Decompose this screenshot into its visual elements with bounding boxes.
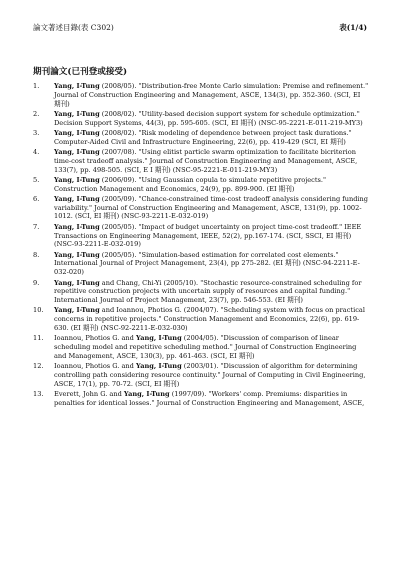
publication-highlighted-author: Yang, I-Tung: [136, 334, 182, 343]
publication-number: 3.: [33, 128, 40, 137]
page-indicator: 表(1/4): [339, 23, 367, 32]
publication-item: [33, 251, 369, 277]
publication-item: [33, 129, 369, 147]
publication-citation: (2003/01). "Discussion of algorithm for determining controlling path considering resource continuity." Journal of Computing in Civil Engineering, ASCE, 17(1), pp. 70-72. (SCI, EI 期刊): [54, 362, 366, 388]
publication-highlighted-author: Yang, I-Tung: [54, 148, 100, 157]
publication-number: 10.: [33, 306, 44, 315]
publication-item: [33, 176, 369, 194]
publication-citation: (2006/09). "Using Gaussian copula to simulate repetitive projects." Construction Management and Economics, 24(9), pp. 899-900. (EI 期刊): [54, 175, 326, 193]
publication-leading-authors: Ioannou, Photios G. and: [54, 334, 136, 343]
publication-item: [33, 334, 369, 360]
publication-item: [33, 110, 369, 128]
publication-highlighted-author: Yang, I-Tung: [54, 82, 100, 90]
publication-highlighted-author: Yang, I-Tung: [54, 222, 100, 231]
publication-citation: and Chang, Chi-Yi (2005/10). "Stochastic resource-constrained scheduling for repetitive construction projects with uncertain supply of resources and capital funding." International Journal of Project Management, 23(7), pp. 546-553. (EI 期刊): [54, 278, 362, 304]
publication-highlighted-author: Yang, I-Tung: [54, 278, 100, 287]
publication-highlighted-author: Yang, I-Tung: [136, 362, 182, 371]
publication-citation: (2007/08). "Using elitist particle swarm optimization to facilitate bicriterion time-cost tradeoff analysis." Journal of Construction Engineering and Management, ASCE, 133(7), pp. 498-505. (SCI, E I 期刊) (NSC-95-2221-E-011-219-MY3): [54, 148, 358, 174]
publication-citation: (2005/09). "Chance-constrained time-cost tradeoff analysis considering funding variability." Journal of Construction Engineering and Management, ASCE, 131(9), pp. 1002-1012. (SCI, EI 期刊) (NSC-93-2211-E-032-019): [54, 194, 368, 221]
publication-citation: (2004/05). "Discussion of comparison of linear scheduling model and repetitive scheduling method." Journal of Construction Engineering and Management, ASCE, 130(3), pp. 461-463. (SCI, EI 期刊): [54, 334, 357, 360]
publication-number: 13.: [33, 389, 44, 398]
publication-item: [33, 362, 369, 388]
publication-number: 11.: [33, 334, 44, 343]
publication-item: [33, 223, 369, 249]
publication-item: [33, 279, 369, 305]
publication-highlighted-author: Yang, I-Tung: [54, 128, 100, 137]
publication-citation: (2008/02). "Risk modeling of dependence between project task durations." Computer-Aided Civil and Infrastructure Engineering, 22(6), pp. 419-429 (SCI, EI 期刊): [54, 128, 352, 146]
publication-highlighted-author: Yang, I-Tung: [54, 306, 100, 315]
publication-number: 6.: [33, 194, 40, 203]
publication-citation: (2008/02). "Utility-based decision support system for schedule optimization." Decision Support Systems, 44(3), pp. 595-605. (SCI, EI 期刊) (NSC-95-2221-E-011-219-MY3): [54, 109, 363, 127]
publication-number: 2.: [33, 109, 40, 118]
publication-number: 12.: [33, 362, 44, 371]
publication-highlighted-author: Yang, I-Tung: [123, 389, 170, 398]
publication-item: [33, 306, 369, 332]
publication-item: [33, 82, 369, 108]
publication-citation: (1997/09). "Workers' comp. Premiums: disparities in penalties for identical losses." Journal of Construction Engineering and Management, ASCE,: [54, 389, 365, 407]
publication-number: 1.: [33, 82, 40, 90]
publication-item: [33, 148, 369, 174]
section-heading: 期刊論文(已刊登或接受): [33, 67, 128, 77]
publication-number: 5.: [33, 175, 40, 184]
publication-citation: (2008/05). "Distribution-free Monte Carlo simulation: Premise and refinement." Journal of Construction Engineering and Management, ASCE, 134(3), pp. 352-360. (SCI, EI 期刊): [54, 82, 369, 108]
publication-citation: and Ioannou, Photios G. (2004/07). "Scheduling system with focus on practical concerns in repetitive projects." Construction Management and Economics, 22(6), pp. 619-630. (EI 期刊) (NSC-92-2211-E-032-030): [54, 306, 365, 332]
document-title: 論文著述目錄(表 C302): [33, 23, 114, 32]
publication-number: 7.: [33, 222, 40, 231]
publication-highlighted-author: Yang, I-Tung: [54, 194, 100, 203]
page-header: [33, 21, 367, 35]
publication-highlighted-author: Yang, I-Tung: [54, 109, 100, 118]
publication-citation: (2005/05). "Impact of budget uncertainty on project time-cost tradeoff." IEEE Transactions on Engineering Management, IEEE, 52(2), pp.167-174. (SCI, SSCI, EI 期刊) (NSC-93-2211-E-032-019): [54, 222, 362, 249]
publication-citation: (2005/05). "Simulation-based estimation for correlated cost elements." International Journal of Project Management, 23(4), pp 275-282. (EI 期刊) (NSC-94-2211-E-032-020): [54, 250, 360, 277]
publication-number: 4.: [33, 148, 40, 157]
publication-leading-authors: Ioannou, Photios G. and: [54, 362, 136, 371]
publication-item: [33, 390, 369, 408]
publication-item: [33, 195, 369, 221]
publication-highlighted-author: Yang, I-Tung: [54, 175, 100, 184]
publication-leading-authors: Everett, John G. and: [54, 389, 124, 398]
publication-number: 9.: [33, 278, 40, 287]
publication-list: [33, 82, 369, 409]
publication-highlighted-author: Yang, I-Tung: [54, 250, 100, 259]
publication-number: 8.: [33, 250, 40, 259]
